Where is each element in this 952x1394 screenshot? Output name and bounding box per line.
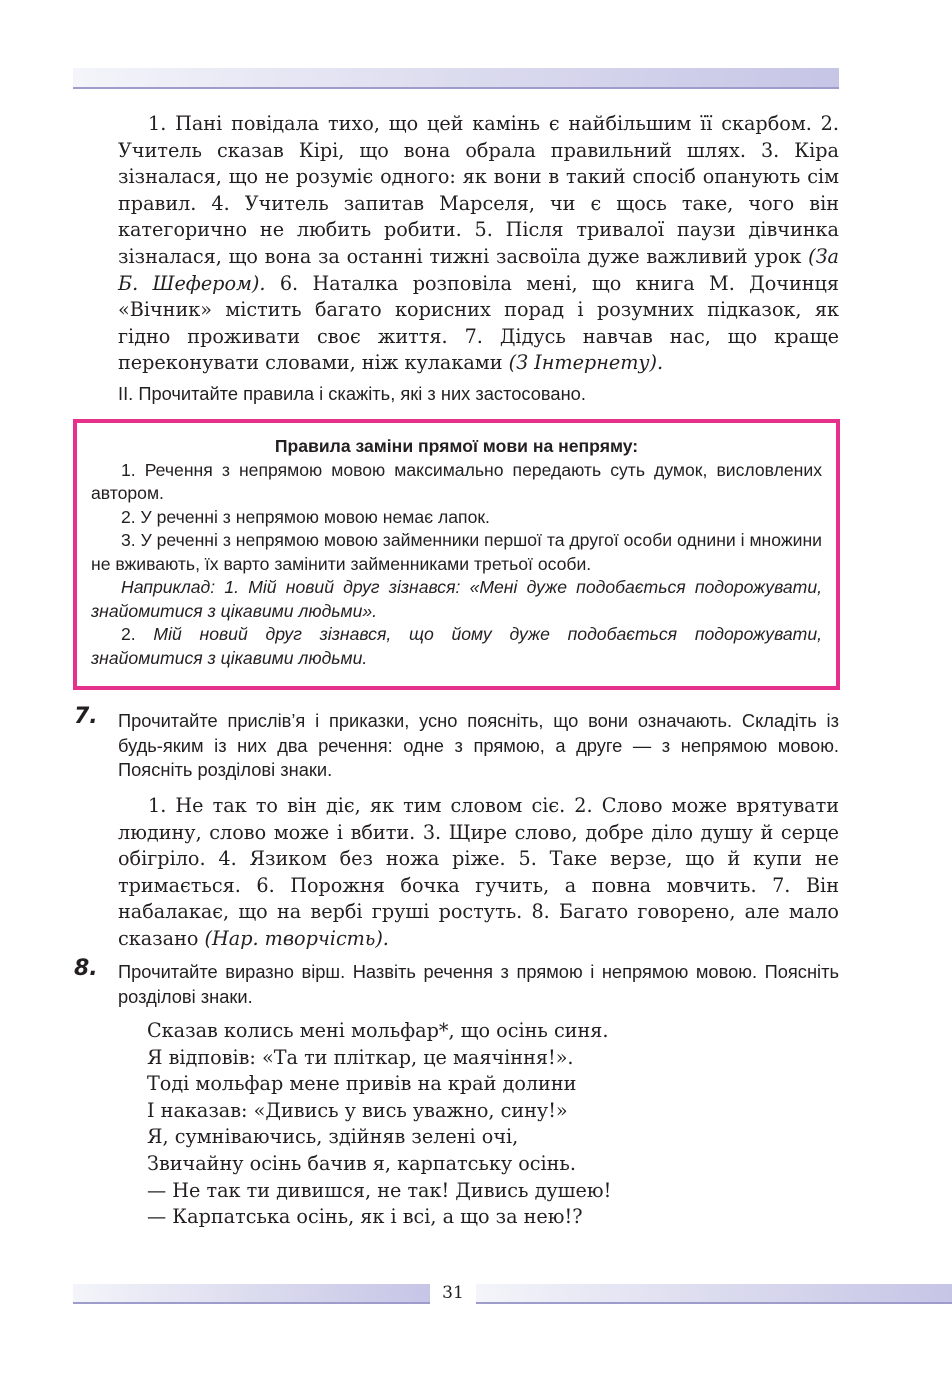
exercise6-text-part2: 6. Наталка розповіла мені, що книга М. Дочинця «Вічник» містить багато корисних порад і розумних підказок, як гідно проживати своє життя. 7. Дідусь навчав нас, що краще переконувати словами, ніж кулаками xyxy=(118,271,839,375)
rule-example-1 xyxy=(91,576,822,623)
poem-line: Звичайну осінь бачив я, карпатську осінь. xyxy=(147,1151,576,1175)
example-1-text: Мій новий друг зізнався: «Мені дуже подобається подорожувати, знайомитися з цікавими людьми». xyxy=(91,577,823,621)
rule-2: 2. У реченні з непрямою мовою немає лапок. xyxy=(121,506,490,527)
rule-3: 3. У реченні з непрямою мовою займенники першої та другої особи однини і множини не вживають, їх варто замінити займенниками третьої особи. xyxy=(91,530,822,574)
rules-title: Правила заміни прямої мови на непряму: xyxy=(274,436,639,456)
footer-decor-bar-right xyxy=(476,1284,952,1304)
example-2-text: Мій новий друг зізнався, що йому дуже подобається подорожувати, знайомитися з цікавими людьми. xyxy=(91,624,822,668)
exercise6-instruction: II. Прочитайте правила і скажіть, які з них застосовано. xyxy=(118,383,586,404)
exercise7-proverbs: 1. Не так то він діє, як тим словом сіє. 2. Слово може врятувати людину, слово може і вбити. 3. Щире слово, добре діло душу й серце обігріло. 4. Язиком без ножа ріже. 5. Таке верзе, що й купи не тримається. 6. Порожня бочка гучить, а повна мовчить. 7. Він набалакає, що на вербі груші ростуть. 8. Багато говорено, але мало сказано xyxy=(118,794,839,950)
rule-example-2 xyxy=(91,623,822,670)
poem-line: Сказав колись мені мольфар*, що осінь синя. xyxy=(147,1019,609,1042)
exercise6-source2: (З Інтернету). xyxy=(508,351,664,375)
exercise6-text xyxy=(118,111,839,377)
poem xyxy=(147,1018,797,1231)
exercise8-instruction: Прочитайте виразно вірш. Назвіть речення з прямою і непрямою мовою. Поясніть розділові знаки. xyxy=(118,961,839,1007)
poem-line: Я, сумніваючись, здійняв зелені очі, xyxy=(147,1125,519,1149)
example-2-number: 2. xyxy=(121,624,136,644)
exercise7-instruction: Прочитайте прислів’я і приказки, усно поясніть, що вони означають. Складіть із будь-яким із них два речення: одне з прямою, а друге — з непрямою мовою. Поясніть розділові знаки. xyxy=(118,710,839,781)
poem-line: — Не так ти дивишся, не так! Дивись душею! xyxy=(147,1178,612,1202)
page-number: 31 xyxy=(430,1280,476,1306)
exercise7-number: 7. xyxy=(74,704,98,729)
poem-line: — Карпатська осінь, як і всі, а що за нею!? xyxy=(147,1205,583,1229)
poem-line: І наказав: «Дивись у вись уважно, сину!» xyxy=(147,1098,568,1122)
exercise7-text xyxy=(118,793,839,953)
footer-decor-bar-left xyxy=(73,1284,430,1304)
exercise8-number: 8. xyxy=(74,956,98,981)
exercise6-text-part1: 1. Пані повідала тихо, що цей камінь є найбільшим її скарбом. 2. Учитель сказав Кірі, що вона обрала правильний шлях. 3. Кіра зізналася, що не розуміє одного: як вони в такий спосіб опанують сім правил. 4. Учитель запитав Марселя, чи є щось таке, чого він категорично не любить робити. 5. Після тривалої паузи дівчинка зізналася, що вона за останні тижні засвоїла дуже важливий урок xyxy=(118,112,839,268)
header-decor-bar xyxy=(73,68,839,89)
rules-box xyxy=(73,419,840,690)
exercise6-source1: (За Б. Шефером). xyxy=(118,244,839,295)
rule-1: 1. Речення з непрямою мовою максимально передають суть думок, висловлених автором. xyxy=(91,459,822,503)
exercise7-source: (Нар. творчість). xyxy=(204,926,389,950)
poem-line: Я відповів: «Та ти пліткар, це маячіння!». xyxy=(147,1045,574,1069)
example-label: Наприклад: 1. xyxy=(121,577,240,597)
poem-line: Тоді мольфар мене привів на край долини xyxy=(147,1072,577,1096)
